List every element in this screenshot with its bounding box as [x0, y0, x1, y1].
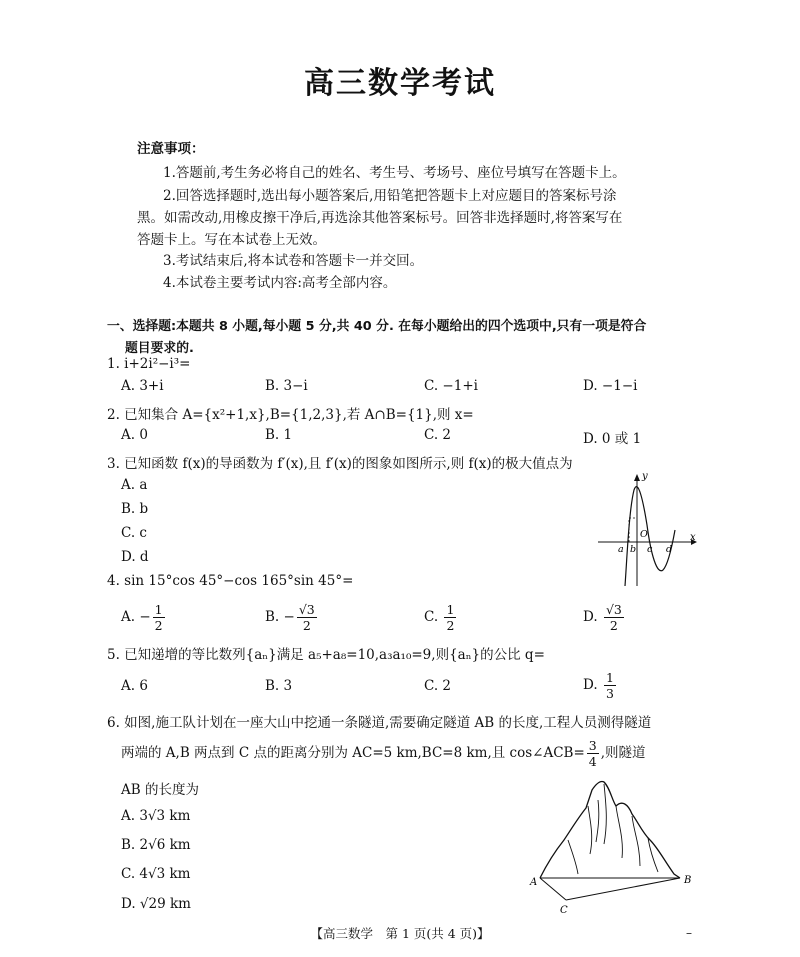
- notice-line-3: 黑。如需改动,用橡皮擦干净后,再选涂其他答案标号。回答非选择题时,将答案写在: [137, 210, 623, 226]
- fig-label-c: C: [560, 905, 568, 916]
- q6-option-a: A. 3√3 km: [121, 808, 191, 824]
- graph-label-a: a: [618, 544, 624, 555]
- q6-stem-line-3: AB 的长度为: [121, 782, 199, 798]
- q4-option-d: D. $\frac{√3}{2}$: [583, 602, 622, 633]
- notice-line-6: 4.本试卷主要考试内容:高考全部内容。: [163, 275, 397, 291]
- notice-line-1: 1.答题前,考生务必将自己的姓名、考生号、考场号、座位号填写在答题卡上。: [163, 165, 626, 181]
- section-heading-2: 题目要求的.: [125, 341, 194, 356]
- mountain-ridges: [568, 784, 658, 874]
- q2-option-b: B. 1: [265, 427, 293, 443]
- q1-option-a: A. 3+i: [121, 378, 164, 394]
- graph-label-b: b: [630, 544, 637, 555]
- graph-label-d: d: [666, 544, 673, 555]
- derivative-curve: [625, 487, 675, 586]
- y-axis-arrow: [634, 474, 640, 481]
- q6-option-b: B. 2√6 km: [121, 837, 191, 853]
- q1-option-d: D. −1−i: [583, 378, 638, 394]
- q6-mountain-figure: [528, 770, 703, 918]
- q1-stem: 1. i+2i²−i³=: [107, 356, 191, 372]
- q5-option-c: C. 2: [424, 678, 452, 694]
- q2-option-d: D. 0 或 1: [583, 431, 642, 447]
- line-ac: [540, 878, 566, 900]
- graph-label-x: x: [690, 532, 696, 543]
- page-title: 高三数学考试: [304, 66, 496, 101]
- corner-mark: –: [686, 926, 692, 940]
- q4-option-b: B. − $\frac{√3}{2}$: [265, 602, 315, 633]
- page-footer: 【高三数学 第 1 页(共 4 页)】: [310, 926, 490, 941]
- graph-label-c: c: [647, 544, 653, 555]
- q5-option-d: D. $\frac{1}{3}$: [583, 670, 614, 701]
- graph-label-y: y: [642, 471, 648, 482]
- q3-option-c: C. c: [121, 525, 147, 541]
- line-bc: [566, 878, 680, 900]
- q5-option-a: A. 6: [121, 678, 148, 694]
- notice-line-4: 答题卡上。写在本试卷上无效。: [137, 232, 326, 248]
- q1-option-b: B. 3−i: [265, 378, 308, 394]
- q6-stem-line-1: 6. 如图,施工队计划在一座大山中挖通一条隧道,需要确定隧道 AB 的长度,工程人员测得隧道: [107, 715, 652, 731]
- q4-stem: 4. sin 15°cos 45°−cos 165°sin 45°=: [107, 573, 354, 589]
- notice-line-5: 3.考试结束后,将本试卷和答题卡一并交回。: [163, 253, 424, 269]
- q3-stem: 3. 已知函数 f(x)的导函数为 f′(x),且 f′(x)的图象如图所示,则 f(x)的极大值点为: [107, 456, 573, 472]
- q2-option-c: C. 2: [424, 427, 452, 443]
- graph-label-o: O: [640, 529, 648, 540]
- q1-option-c: C. −1+i: [424, 378, 478, 394]
- q2-stem: 2. 已知集合 A={x²+1,x},B={1,2,3},若 A∩B={1},则 x=: [107, 407, 474, 423]
- fig-label-a: A: [530, 877, 538, 888]
- q3-option-b: B. b: [121, 501, 149, 517]
- q6-stem-line-2: 两端的 A,B 两点到 C 点的距离分别为 AC=5 km,BC=8 km,且 cos∠ACB= $\frac{3}{4}$ ,则隧道: [121, 738, 646, 769]
- notice-heading: 注意事项：: [137, 141, 205, 157]
- q3-derivative-graph: [595, 470, 700, 590]
- q5-stem: 5. 已知递增的等比数列{aₙ}满足 a₅+a₈=10,a₃a₁₀=9,则{aₙ}的公比 q=: [107, 647, 545, 663]
- q2-option-a: A. 0: [121, 427, 148, 443]
- q3-option-d: D. d: [121, 549, 149, 565]
- q3-option-a: A. a: [121, 477, 148, 493]
- mountain-outline: [540, 781, 680, 878]
- q6-option-d: D. √29 km: [121, 896, 191, 912]
- section-heading-1: 一、选择题:本题共 8 小题,每小题 5 分,共 40 分. 在每小题给出的四个选项中,只有一项是符合: [107, 319, 647, 334]
- notice-line-2: 2.回答选择题时,选出每小题答案后,用铅笔把答题卡上对应题目的答案标号涂: [163, 188, 617, 204]
- q6-option-c: C. 4√3 km: [121, 866, 191, 882]
- q4-option-a: A. − $\frac{1}{2}$: [121, 602, 163, 633]
- fig-label-b: B: [684, 875, 692, 886]
- q4-option-c: C. $\frac{1}{2}$: [424, 602, 455, 633]
- q5-option-b: B. 3: [265, 678, 293, 694]
